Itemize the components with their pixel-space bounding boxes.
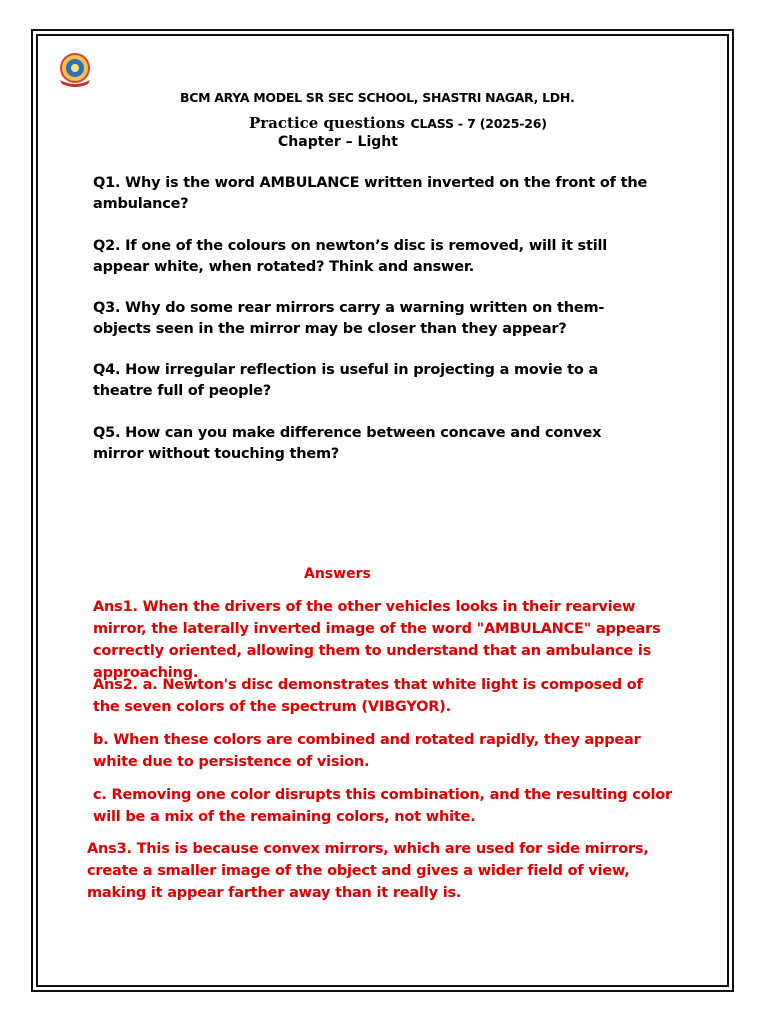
answer-3: Ans3. This is because convex mirrors, which are used for side mirrors, create a smaller image of the object and gives a wider field of view, making it appear farther away than it really is.: [87, 841, 649, 901]
answer-2c: c. Removing one color disrupts this combination, and the resulting color will be a mix of the remaining colors, not white.: [93, 787, 672, 825]
class-info: CLASS - 7 (2025-26): [410, 116, 547, 131]
answers-heading: Answers: [304, 566, 371, 582]
question-5: Q5. How can you make difference between concave and convex mirror without touching them?: [93, 425, 602, 462]
question-2: Q2. If one of the colours on newton’s disc is removed, will it still appear white, when rotated? Think and answer.: [93, 238, 608, 275]
practice-heading: [249, 113, 547, 132]
practice-label: Practice questions: [249, 114, 405, 132]
chapter-title: Chapter – Light: [278, 134, 398, 150]
answer-1: Ans1. When the drivers of the other vehicles looks in their rearview mirror, the laterally inverted image of the word "AMBULANCE" appears correctly oriented, allowing them to understand that an ambulance is approaching.: [93, 599, 661, 681]
question-1: Q1. Why is the word AMBULANCE written inverted on the front of the ambulance?: [93, 175, 648, 212]
question-3: Q3. Why do some rear mirrors carry a warning written on them-objects seen in the mirror may be closer than they appear?: [93, 300, 605, 337]
question-4: Q4. How irregular reflection is useful in projecting a movie to a theatre full of people?: [93, 362, 599, 399]
answer-2b: b. When these colors are combined and rotated rapidly, they appear white due to persistence of vision.: [93, 732, 641, 770]
answer-2a: Ans2. a. Newton's disc demonstrates that white light is composed of the seven colors of the spectrum (VIBGYOR).: [93, 677, 643, 715]
school-logo: [56, 52, 94, 88]
school-name: BCM ARYA MODEL SR SEC SCHOOL, SHASTRI NAGAR, LDH.: [180, 90, 575, 105]
